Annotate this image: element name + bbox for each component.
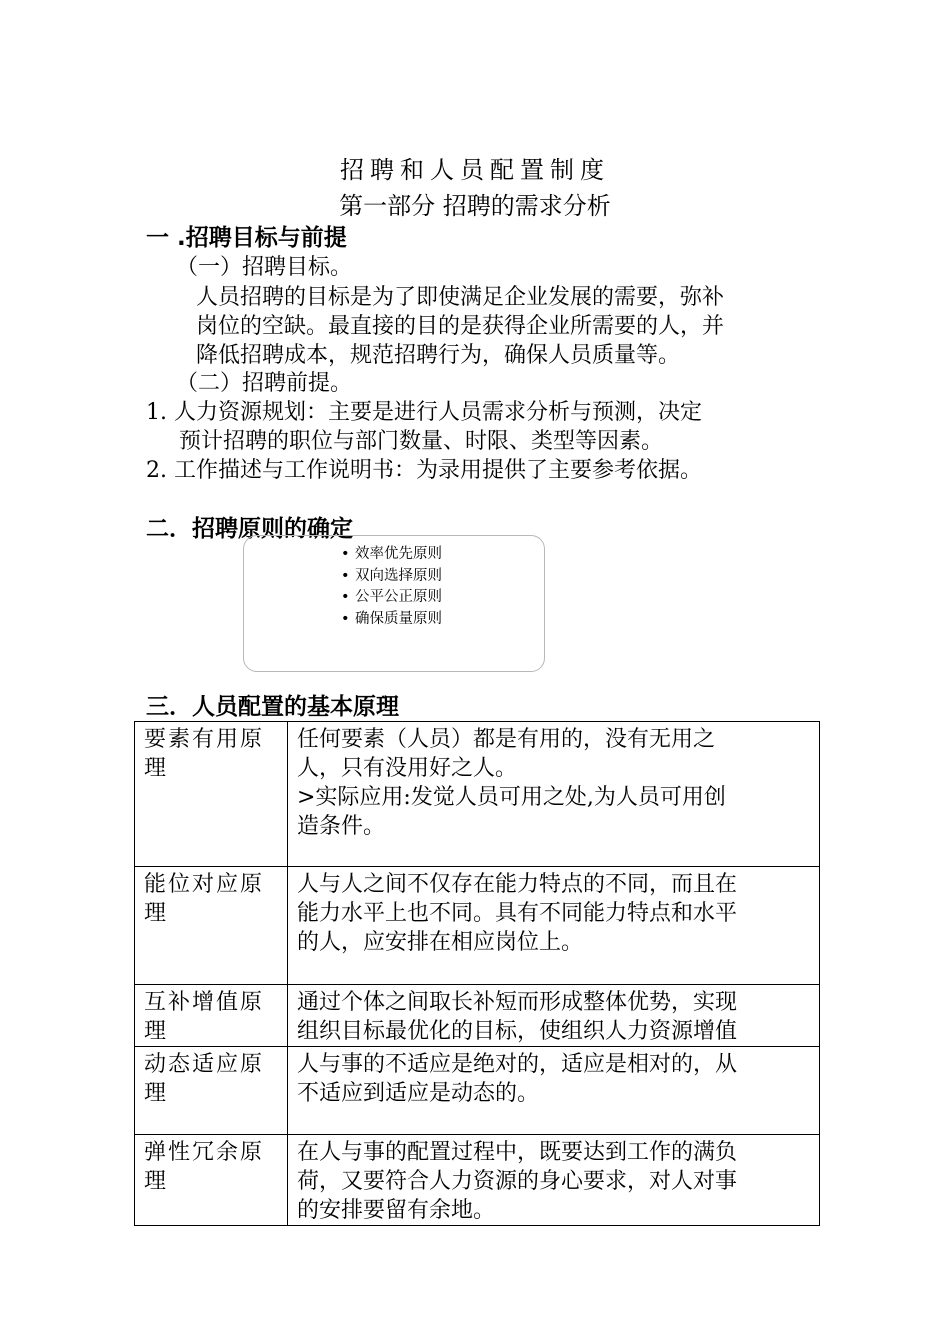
section1-heading: 一 .招聘目标与前提 xyxy=(146,225,347,251)
principle-name-cell: 能位对应原 理 xyxy=(135,867,288,985)
principle-item: • 双向选择原则 xyxy=(341,566,442,588)
principles-list xyxy=(341,544,442,630)
principle-item: • 确保质量原则 xyxy=(341,609,442,631)
principles-table xyxy=(134,721,820,1226)
section2-heading: 二．招聘原则的确定 xyxy=(146,516,353,542)
section1-para-line: 人员招聘的目标是为了即使满足企业发展的需要，弥补 xyxy=(196,285,725,310)
section1-sub1: （一）招聘目标。 xyxy=(176,255,353,280)
bullet-icon: • xyxy=(341,546,350,562)
section1-para-line: 岗位的空缺。最直接的目的是获得企业所需要的人，并 xyxy=(196,314,725,339)
table-row xyxy=(135,985,820,1047)
document-subtitle: 第一部分 招聘的需求分析 xyxy=(339,192,611,220)
table-row xyxy=(135,1047,820,1135)
section1-item1-line: 预计招聘的职位与部门数量、时限、类型等因素。 xyxy=(179,429,664,454)
table-row xyxy=(135,867,820,985)
principle-desc-cell: 人与事的不适应是绝对的，适应是相对的，从 不适应到适应是动态的。 xyxy=(288,1047,820,1135)
principle-desc-cell: 通过个体之间取长补短而形成整体优势，实现 组织目标最优化的目标，使组织人力资源增值 xyxy=(288,985,820,1047)
principle-item: • 公平公正原则 xyxy=(341,587,442,609)
bullet-icon: • xyxy=(341,567,350,584)
bullet-icon: • xyxy=(341,610,350,627)
section3-heading: 三．人员配置的基本原理 xyxy=(146,694,399,720)
table-row xyxy=(135,722,820,867)
document-title: 招聘和人员配置制度 xyxy=(340,156,610,184)
principle-item: • 效率优先原则 xyxy=(341,544,442,566)
principle-name-cell: 要素有用原 理 xyxy=(135,722,288,867)
table-row xyxy=(135,1135,820,1226)
principle-desc-cell: 人与人之间不仅存在能力特点的不同，而且在 能力水平上也不同。具有不同能力特点和水平 的人，应安排在相应岗位上。 xyxy=(288,867,820,985)
bullet-icon: • xyxy=(341,589,350,605)
principle-desc-cell: 任何要素（人员）都是有用的，没有无用之 人，只有没用好之人。 >实际应用:发觉人员可用之处,为人员可用创 造条件。 xyxy=(288,722,820,867)
section1-item2: 2. 工作描述与工作说明书：为录用提供了主要参考依据。 xyxy=(146,458,702,483)
principle-name-cell: 互补增值原 理 xyxy=(135,985,288,1047)
principles-diagram xyxy=(243,535,545,672)
principle-name-cell: 动态适应原 理 xyxy=(135,1047,288,1135)
section1-para-line: 降低招聘成本，规范招聘行为，确保人员质量等。 xyxy=(196,343,681,368)
principle-name-cell: 弹性冗余原 理 xyxy=(135,1135,288,1226)
section1-item1-line: 1. 人力资源规划：主要是进行人员需求分析与预测，决定 xyxy=(146,400,702,425)
principle-desc-cell: 在人与事的配置过程中，既要达到工作的满负 荷，又要符合人力资源的身心要求，对人对事 的安排要留有余地。 xyxy=(288,1135,820,1226)
section1-sub2: （二）招聘前提。 xyxy=(176,371,353,396)
